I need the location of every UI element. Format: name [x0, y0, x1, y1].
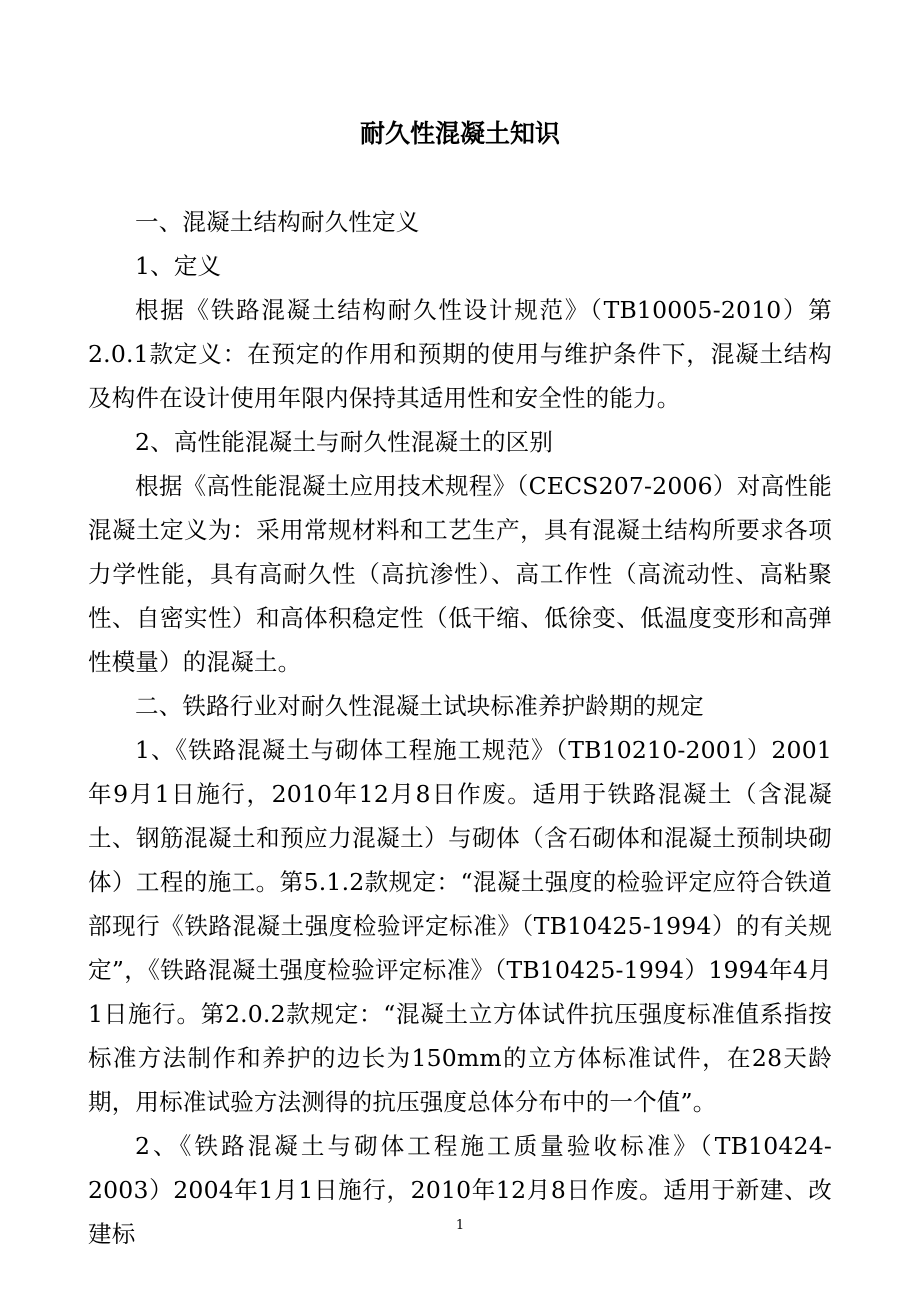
paragraph-standard-1: 1、《铁路混凝土与砌体工程施工规范》（TB10210-2001）2001年9月1日施行，2010年12月8日作废。适用于铁路混凝土（含混凝土、钢筋混凝土和预应力混凝土）与砌体（含石砌体和混凝土预制块砌体）工程的施工。第5.1.2款规定：“混凝土强度的检验评定应符合铁道部现行《铁路混凝土强度检验评定标准》（TB10425-1994）的有关规定”，《铁路混凝土强度检验评定标准》（TB10425-1994）1994年4月1日施行。第2.0.2款规定：“混凝土立方体试件抗压强度标准值系指按标准方法制作和养护的边长为150mm的立方体标准试件，在28天龄期，用标准试验方法测得的抗压强度总体分布中的一个值”。 — [88, 736, 832, 1116]
document-title: 耐久性混凝土知识 — [359, 119, 560, 148]
page-number: 1 — [455, 1218, 465, 1233]
section-heading-2: 二、铁路行业对耐久性混凝土试块标准养护龄期的规定 — [135, 692, 704, 720]
subsection-heading-difference: 2、高性能混凝土与耐久性混凝土的区别 — [135, 428, 554, 456]
paragraph-high-performance: 根据《高性能混凝土应用技术规程》（CECS207-2006）对高性能混凝土定义为：采用常规材料和工艺生产，具有混凝土结构所要求各项力学性能，具有高耐久性（高抗渗性）、高工作性（高流动性、高粘聚性、自密实性）和高体积稳定性（低干缩、低徐变、低温度变形和高弹性模量）的混凝土。 — [88, 472, 832, 676]
subsection-heading-definition: 1、定义 — [135, 252, 222, 280]
document-body — [88, 200, 832, 1256]
section-heading-1: 一、混凝土结构耐久性定义 — [135, 208, 420, 236]
paragraph-standard-2: 2、《铁路混凝土与砌体工程施工质量验收标准》（TB10424-2003）2004年1月1日施行，2010年12月8日作废。适用于新建、改建标 — [88, 1132, 832, 1248]
paragraph-definition: 根据《铁路混凝土结构耐久性设计规范》（TB10005-2010）第2.0.1款定义：在预定的作用和预期的使用与维护条件下，混凝土结构及构件在设计使用年限内保持其适用性和安全性的能力。 — [88, 296, 832, 412]
